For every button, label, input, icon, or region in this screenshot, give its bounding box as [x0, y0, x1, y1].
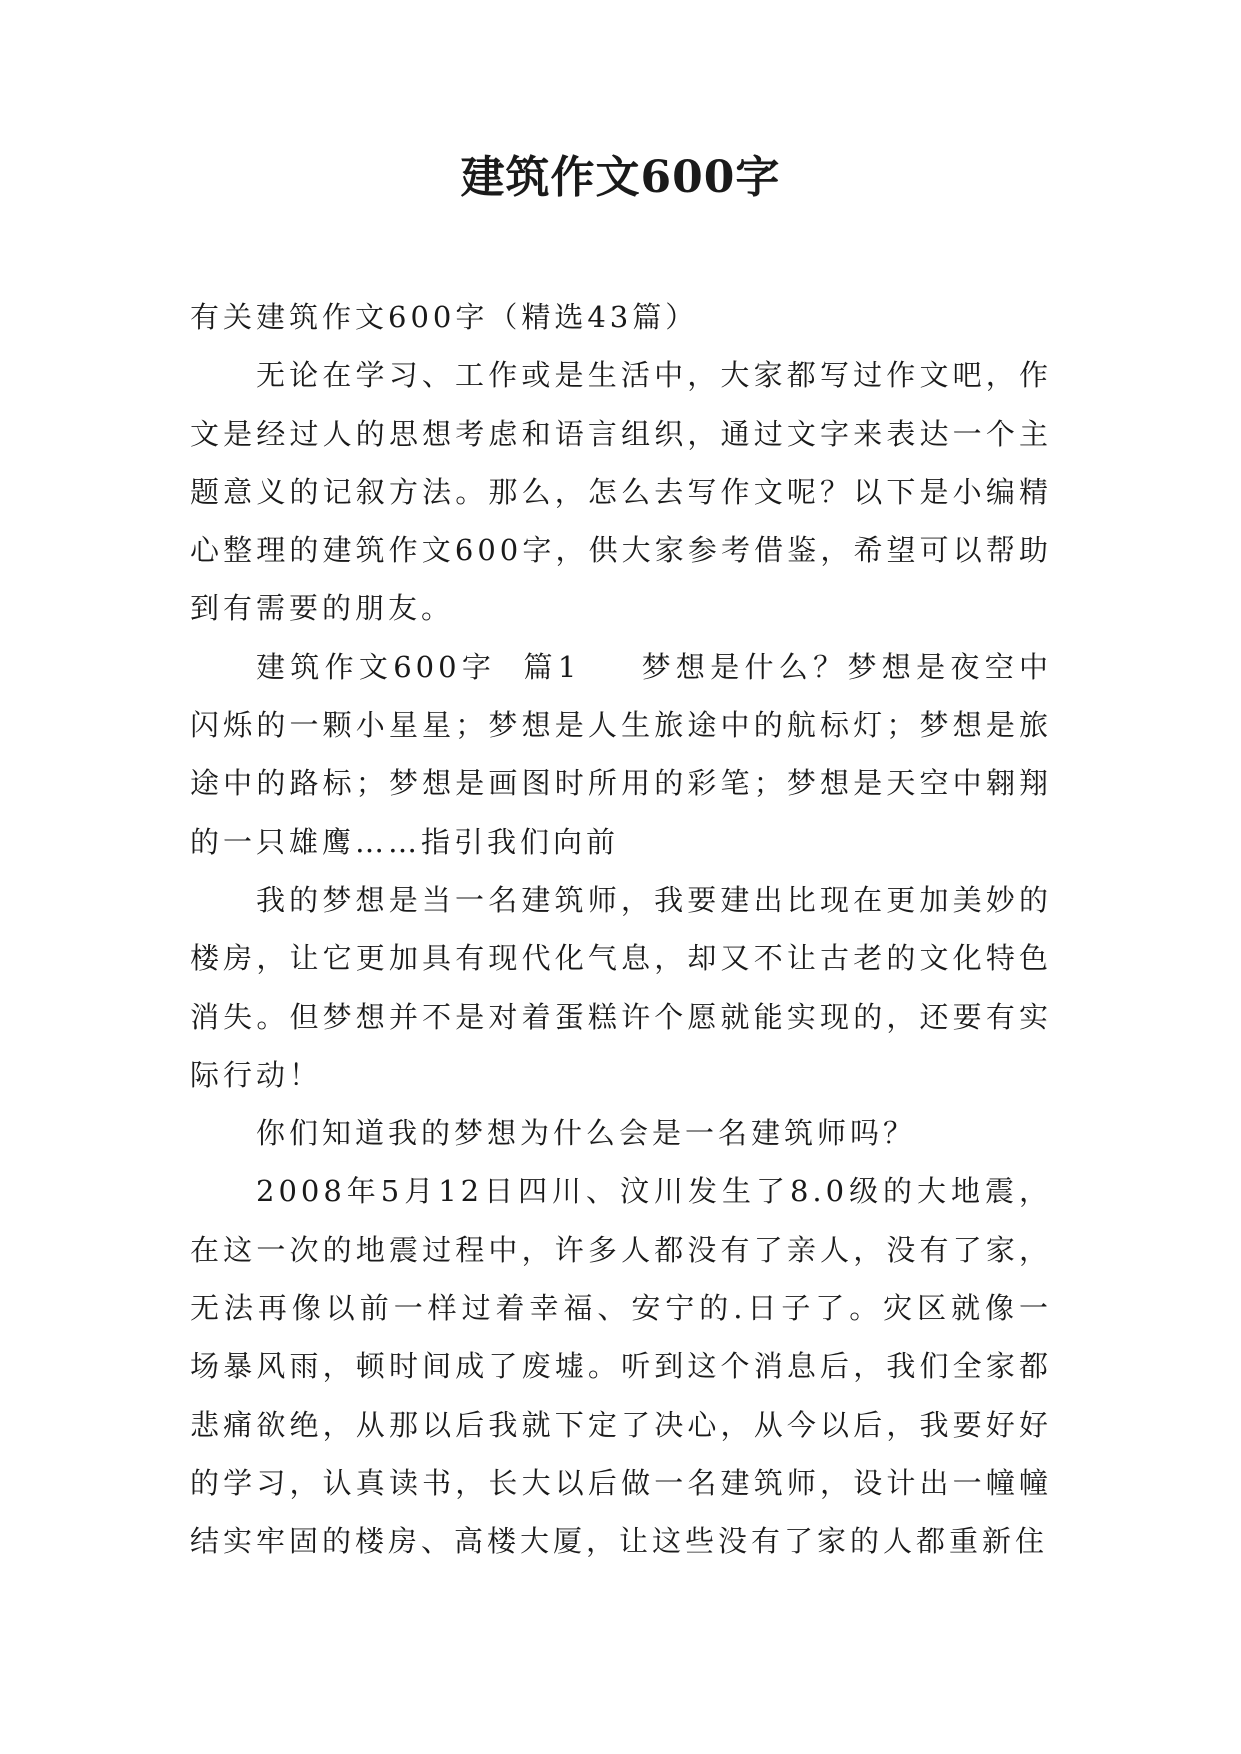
document-subtitle: 有关建筑作文600字（精选43篇） [190, 300, 699, 334]
essay-1-number: 篇1 [522, 649, 581, 684]
document-body [190, 288, 1052, 1571]
essay-1-lead-text: 梦想是什么？梦想是夜空中闪烁的一颗小星星；梦想是人生旅途中的航标灯；梦想是旅途中的路标；梦想是画图时所用的彩笔；梦想是天空中翱翔的一只雄鹰……指引我们向前 [190, 649, 1053, 859]
intro-paragraph: 无论在学习、工作或是生活中，大家都写过作文吧，作文是经过人的思想考虑和语言组织，通过文字来表达一个主题意义的记叙方法。那么，怎么去写作文呢？以下是小编精心整理的建筑作文600字，供大家参考借鉴，希望可以帮助到有需要的朋友。 [190, 358, 1052, 626]
essay-1-paragraph: 2008年5月12日四川、汶川发生了8.0级的大地震，在这一次的地震过程中，许多人都没有了亲人，没有了家，无法再像以前一样过着幸福、安宁的.日子了。灾区就像一场暴风雨，顿时间成了废墟。听到这个消息后，我们全家都悲痛欲绝，从那以后我就下定了决心，从今以后，我要好好的学习，认真读书，长大以后做一名建筑师，设计出一幢幢结实牢固的楼房、高楼大厦，让这些没有了家的人都重新住 [190, 1174, 1052, 1559]
essay-1-lead-paragraph [190, 638, 1052, 871]
essay-1-paragraph: 我的梦想是当一名建筑师，我要建出比现在更加美妙的楼房，让它更加具有现代化气息，却又不让古老的文化特色消失。但梦想并不是对着蛋糕许个愿就能实现的，还要有实际行动！ [190, 882, 1052, 1092]
essay-1-paragraph: 你们知道我的梦想为什么会是一名建筑师吗？ [256, 1116, 917, 1151]
essay-1-heading: 建筑作文600字 [256, 649, 497, 684]
document-title: 建筑作文600字 [460, 152, 781, 203]
